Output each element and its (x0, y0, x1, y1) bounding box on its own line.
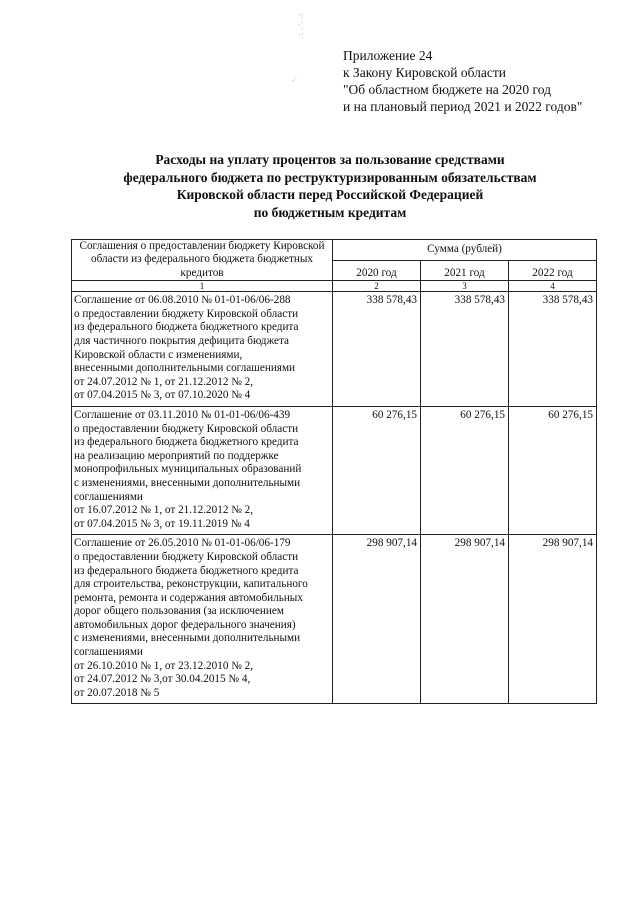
description-line: автомобильных дорог федерального значения) (74, 618, 296, 631)
scan-mark: ·: ·¦ ·: (298, 10, 304, 40)
description-line: соглашениями (74, 646, 143, 659)
value-2021: 60 276,15 (421, 406, 509, 534)
value-2022: 338 578,43 (509, 292, 597, 407)
description-line: от 24.07.2012 № 3,от 30.04.2015 № 4, (74, 673, 251, 686)
column-number: 2 (333, 281, 421, 292)
value-2020: 338 578,43 (333, 292, 421, 407)
description-line: дорог общего пользования (за исключением (74, 605, 284, 618)
value-2021: 338 578,43 (421, 292, 509, 407)
expenses-table (71, 239, 597, 704)
table-row (72, 406, 597, 534)
document-title (70, 151, 590, 221)
description-line: о предоставлении бюджету Кировской области (74, 422, 299, 435)
column-numbers-row (72, 281, 597, 292)
scan-mark: .· (292, 73, 298, 83)
description-line: внесенными дополнительными соглашениями (74, 362, 296, 375)
description-line: ремонта, ремонта и содержания автомобильных (74, 591, 303, 604)
header-year-2022: 2022 год (509, 260, 597, 281)
table-row (72, 292, 597, 407)
title-line: федерального бюджета по реструктуризированным обязательствам (123, 169, 537, 185)
table-row (72, 535, 597, 704)
value-2022: 298 907,14 (509, 535, 597, 704)
description-line: из федерального бюджета бюджетного кредита (74, 321, 299, 334)
header-agreements: Соглашения о предоставлении бюджету Кировской области из федерального бюджета бюджетных кредитов (72, 240, 333, 281)
description-line: монопрофильных муниципальных образований (74, 463, 302, 476)
description-line: от 07.04.2015 № 3, от 07.10.2020 № 4 (74, 389, 251, 402)
header-year-2020: 2020 год (333, 260, 421, 281)
appendix-block (343, 47, 582, 115)
agreement-description (72, 406, 333, 534)
agreement-description (72, 535, 333, 704)
description-line: от 16.07.2012 № 1, от 21.12.2012 № 2, (74, 504, 254, 517)
description-line: для строительства, реконструкции, капитального (74, 578, 308, 591)
header-sum: Сумма (рублей) (333, 240, 597, 261)
description-line: с изменениями, внесенными дополнительными (74, 476, 301, 489)
description-line: Соглашение от 06.08.2010 № 01-01-06/06-288 (74, 294, 291, 307)
description-line: из федерального бюджета бюджетного кредита (74, 564, 299, 577)
value-2020: 60 276,15 (333, 406, 421, 534)
title-line: Кировской области перед Российской Федерацией (176, 187, 484, 202)
title-line: по бюджетным кредитам (253, 204, 407, 220)
appendix-line: и на плановый период 2021 и 2022 годов" (343, 99, 583, 114)
value-2020: 298 907,14 (333, 535, 421, 704)
description-line: о предоставлении бюджету Кировской области (74, 307, 299, 320)
column-number: 3 (421, 281, 509, 292)
description-line: на реализацию мероприятий по поддержке (74, 449, 279, 462)
description-line: с изменениями, внесенными дополнительными (74, 632, 301, 645)
description-line: от 20.07.2018 № 5 (74, 686, 160, 699)
value-2021: 298 907,14 (421, 535, 509, 704)
description-line: о предоставлении бюджету Кировской области (74, 550, 299, 563)
value-2022: 60 276,15 (509, 406, 597, 534)
description-line: от 24.07.2012 № 1, от 21.12.2012 № 2, (74, 375, 254, 388)
agreement-description (72, 292, 333, 407)
description-line: Кировской области с изменениями, (74, 348, 243, 361)
header-year-2021: 2021 год (421, 260, 509, 281)
description-line: от 07.04.2015 № 3, от 19.11.2019 № 4 (74, 517, 250, 530)
title-line: Расходы на уплату процентов за пользование средствами (155, 152, 505, 167)
description-line: для частичного покрытия дефицита бюджета (74, 335, 290, 347)
column-number: 4 (509, 281, 597, 292)
description-line: соглашениями (74, 490, 143, 503)
description-line: из федерального бюджета бюджетного кредита (74, 436, 299, 449)
column-number: 1 (72, 281, 333, 292)
description-line: Соглашение от 26.05.2010 № 01-01-06/06-179 (74, 537, 291, 550)
appendix-line: к Закону Кировской области (343, 65, 507, 80)
description-line: Соглашение от 03.11.2010 № 01-01-06/06-439 (74, 408, 291, 421)
table-header-row (72, 240, 597, 261)
description-line: от 26.10.2010 № 1, от 23.12.2010 № 2, (74, 659, 254, 672)
appendix-line: Приложение 24 (343, 48, 433, 63)
appendix-line: "Об областном бюджете на 2020 год (343, 82, 551, 97)
